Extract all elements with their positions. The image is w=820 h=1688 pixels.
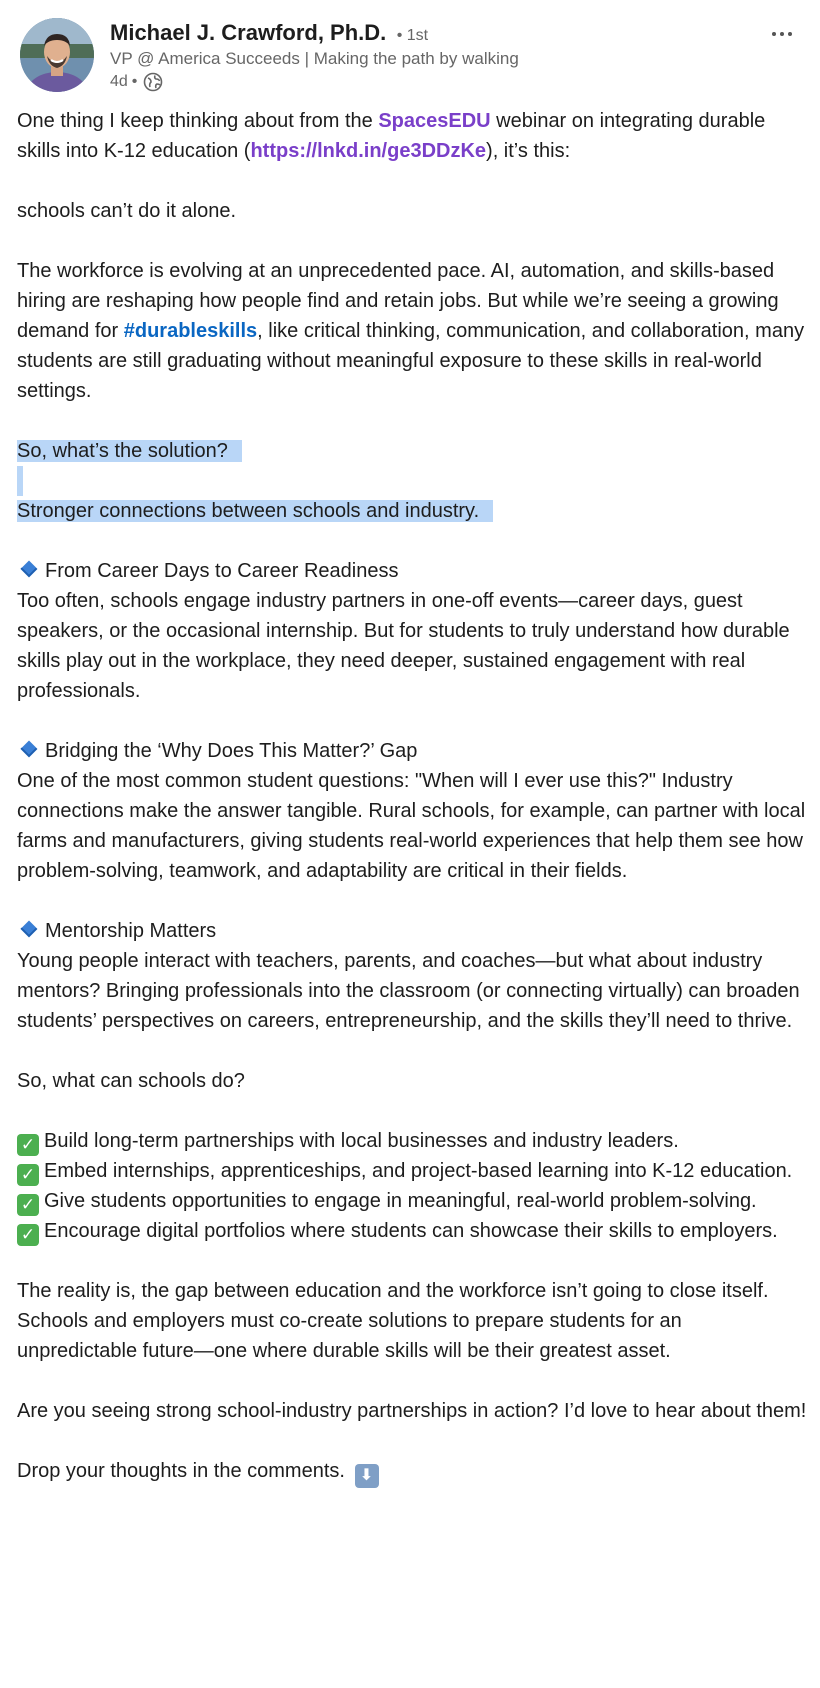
- reality-paragraph: The reality is, the gap between education and the workforce isn’t going to close itself. Schools and employers must co-create solutions to prepare students for an unpredictable future—one where durable skills will be their greatest asset.: [17, 1280, 769, 1362]
- workforce-text-end: , like critical thinking, communication, and collaboration, many students are still graduating without meaningful exposure to these skills in real-world settings.: [17, 320, 805, 402]
- section-text: Young people interact with teachers, parents, and coaches—but what about industry mentors? Bringing professionals into the classroom (or connecting virtually) can broaden students’ perspectives on careers, entrepreneurship, and the skills they’ll need to thrive.: [17, 950, 800, 1032]
- blue-diamond-icon: [21, 741, 38, 758]
- blue-diamond-icon: [21, 561, 38, 578]
- intro-text: One thing I keep thinking about from the: [17, 110, 379, 132]
- selection-gap: [17, 466, 23, 496]
- globe-icon: [143, 72, 163, 92]
- intro-text-middle: webinar on integrating durable skills into K-12 education (: [17, 110, 766, 162]
- section-heading-text: From Career Days to Career Readiness: [45, 560, 399, 582]
- webinar-link[interactable]: https://lnkd.in/ge3DDzKe: [250, 140, 487, 162]
- author-name[interactable]: Michael J. Crawford, Ph.D.: [110, 20, 387, 45]
- checklist-item: [17, 1126, 807, 1156]
- workforce-paragraph: [17, 256, 807, 406]
- section-text: One of the most common student questions: "When will I ever use this?" Industry connections make the answer tangible. Rural schools, for example, can partner with local farms and manufacturers, giving students real-world experiences that help them see how problem-solving, teamwork, and adaptability are critical in their fields.: [17, 770, 806, 882]
- post-body: [17, 106, 807, 1488]
- check-mark-icon: ✓: [17, 1164, 39, 1186]
- solution-answer: [17, 496, 807, 526]
- author-headline: VP @ America Succeeds | Making the path by walking: [110, 49, 519, 68]
- workforce-text: The workforce is evolving at an unprecedented pace. AI, automation, and skills-based hiring are reshaping how people find and retain jobs. But while we’re seeing a growing demand for: [17, 260, 779, 342]
- checklist-text: Encourage digital portfolios where students can showcase their skills to employers.: [44, 1220, 778, 1242]
- solution-question: [17, 436, 807, 466]
- spacesedu-mention-link[interactable]: SpacesEDU: [378, 110, 491, 132]
- time-separator: •: [131, 73, 138, 90]
- ask-paragraph: Are you seeing strong school-industry partnerships in action? I’d love to hear about them!: [17, 1400, 807, 1422]
- check-mark-icon: ✓: [17, 1194, 39, 1216]
- selected-answer: Stronger connections between schools and industry.: [17, 500, 493, 522]
- checklist-text: Embed internships, apprenticeships, and project-based learning into K-12 education.: [44, 1160, 793, 1182]
- name-line: [110, 18, 750, 48]
- alone-line: schools can’t do it alone.: [17, 200, 237, 222]
- hashtag-link[interactable]: #durableskills: [123, 320, 258, 342]
- checklist-text: Build long-term partnerships with local businesses and industry leaders.: [44, 1130, 679, 1152]
- selected-question: So, what’s the solution?: [17, 440, 242, 462]
- section-heading-text: Mentorship Matters: [45, 920, 217, 942]
- post-time[interactable]: 4d: [110, 73, 128, 90]
- checklist-item: [17, 1156, 807, 1186]
- section-heading-text: Bridging the ‘Why Does This Matter?’ Gap: [45, 740, 418, 762]
- checklist-item: [17, 1186, 807, 1216]
- schools-question: So, what can schools do?: [17, 1070, 245, 1092]
- down-arrow-icon: ⬇: [355, 1464, 379, 1488]
- intro-paragraph: [17, 106, 807, 166]
- blue-diamond-icon: [21, 921, 38, 938]
- connection-degree: • 1st: [396, 27, 429, 44]
- avatar-photo-icon: [20, 18, 94, 92]
- more-options-icon[interactable]: [764, 24, 800, 44]
- check-mark-icon: ✓: [17, 1224, 39, 1246]
- cta-text: Drop your thoughts in the comments.: [17, 1460, 345, 1482]
- author-meta: [110, 18, 750, 94]
- checklist-text: Give students opportunities to engage in meaningful, real-world problem-solving.: [44, 1190, 757, 1212]
- section-heading: [17, 556, 807, 586]
- post-header: [20, 18, 800, 94]
- avatar[interactable]: [20, 18, 94, 92]
- cta-line: [17, 1456, 807, 1488]
- section-heading: [17, 736, 807, 766]
- section-text: Too often, schools engage industry partners in one-off events—career days, guest speakers, or the occasional internship. But for students to truly understand how durable skills play out in the workplace, they need deeper, sustained engagement with real professionals.: [17, 590, 790, 702]
- section-heading: [17, 916, 807, 946]
- post-time-line: [110, 70, 750, 94]
- intro-text-end: ), it’s this:: [486, 140, 571, 162]
- checklist-item: [17, 1216, 807, 1246]
- check-mark-icon: ✓: [17, 1134, 39, 1156]
